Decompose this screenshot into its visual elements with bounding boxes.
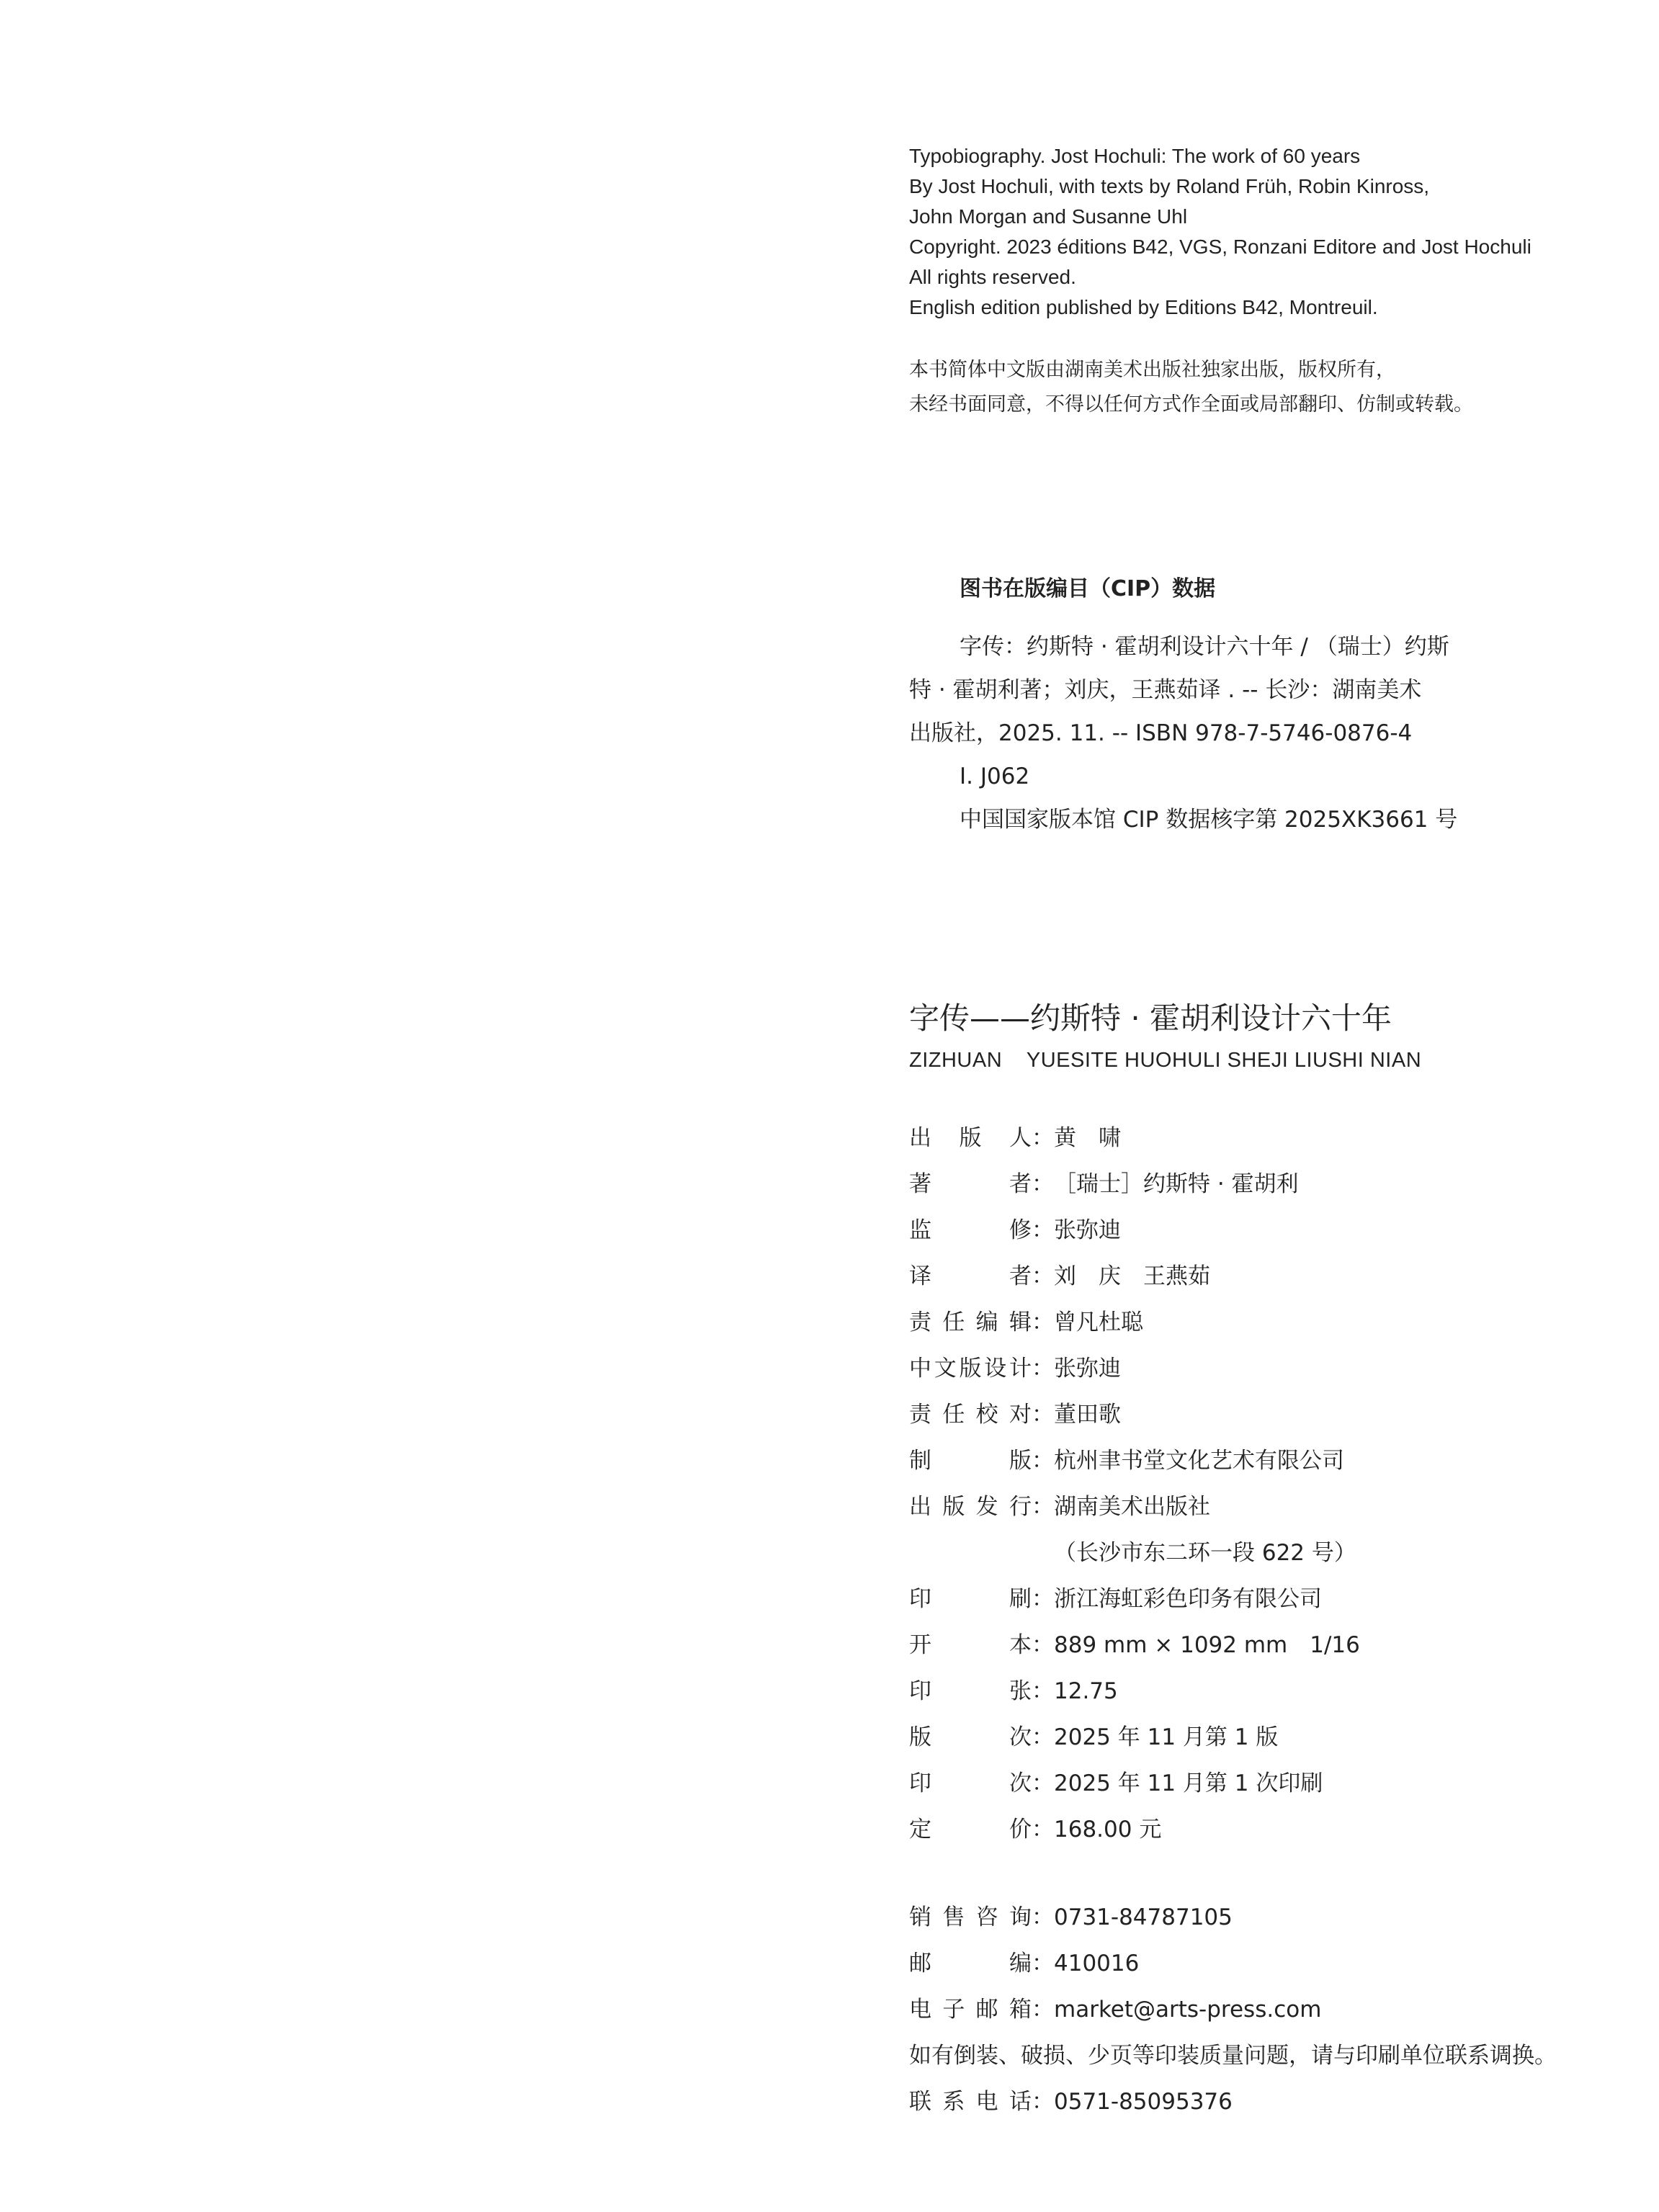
label-char: 行 (1009, 1494, 1032, 1520)
credit-value: 湖南美术出版社 (1054, 1494, 1210, 1520)
rights-line: By Jost Hochuli, with texts by Roland Früh, Robin Kinross, (909, 175, 1430, 197)
label-colon: ： (1032, 1997, 1054, 2023)
book-title-block (909, 997, 1629, 1078)
label-colon: ： (1032, 1678, 1054, 1704)
contact-row-sales (909, 1894, 1644, 1940)
credit-row (909, 1484, 1629, 1530)
credit-row (909, 1576, 1629, 1622)
contact-email: market@arts-press.com (1054, 1997, 1322, 2023)
label-char: 邮 (909, 1951, 931, 1976)
label-char: 版 (909, 1724, 931, 1750)
label-colon: ： (1032, 1356, 1054, 1382)
book-title: 字传——约斯特 · 霍胡利设计六十年 (909, 1000, 1392, 1036)
label-colon: ： (1032, 1402, 1054, 1428)
credit-label (909, 1115, 1032, 1161)
credit-row (909, 1714, 1629, 1760)
label-colon: ： (1032, 1217, 1054, 1243)
rights-line: English edition published by Editions B42, Montreuil. (909, 296, 1378, 318)
label-char: 联 (909, 2089, 931, 2115)
label-char: 话 (1009, 2089, 1032, 2115)
label-char: 发 (975, 1494, 998, 1520)
label-char: 辑 (1009, 1309, 1032, 1335)
credit-row (909, 1207, 1629, 1253)
label-char: 责 (909, 1402, 931, 1428)
credit-row (909, 1392, 1629, 1438)
credit-value: 杭州聿书堂文化艺术有限公司 (1054, 1448, 1344, 1474)
cip-line: 特 · 霍胡利著；刘庆，王燕茹译 . -- 长沙：湖南美术 (909, 677, 1422, 703)
label-char: 中 (909, 1356, 931, 1382)
credit-row (909, 1622, 1629, 1668)
label-char: 销 (909, 1904, 931, 1930)
rights-english (909, 141, 1629, 323)
label-char: 本 (1009, 1632, 1032, 1658)
credit-label (909, 1207, 1032, 1253)
label-char: 售 (942, 1904, 965, 1930)
contact-row-postcode (909, 1940, 1644, 1987)
label-char: 版 (959, 1125, 982, 1151)
label-char: 任 (942, 1309, 965, 1335)
credit-label (909, 1392, 1032, 1438)
credit-label (909, 1299, 1032, 1345)
label-colon: ： (1032, 1263, 1054, 1289)
credit-row (909, 1530, 1629, 1576)
label-char: 咨 (975, 1904, 998, 1930)
label-colon: ： (1032, 1951, 1054, 1976)
label-colon: ： (1032, 1448, 1054, 1474)
label-char: 任 (942, 1402, 965, 1428)
credit-label (909, 1760, 1032, 1806)
label-char: 人 (1009, 1125, 1032, 1151)
label-char: 对 (1009, 1402, 1032, 1428)
rights-line: John Morgan and Susanne Uhl (909, 205, 1188, 228)
label-colon: ： (1032, 1494, 1054, 1520)
label-char: 译 (909, 1263, 931, 1289)
label-char: 编 (975, 1309, 998, 1335)
credit-value: 张弥迪 (1054, 1356, 1121, 1382)
label-char: 者 (1009, 1263, 1032, 1289)
credit-value: 12.75 (1054, 1678, 1118, 1704)
credit-row (909, 1253, 1629, 1299)
label-colon: ： (1032, 1309, 1054, 1335)
label-char: 编 (1009, 1951, 1032, 1976)
contact-row-email (909, 1987, 1644, 2033)
credit-label (909, 1668, 1032, 1714)
credit-row (909, 1345, 1629, 1392)
credits-list (909, 1115, 1629, 1853)
label-char: 箱 (1009, 1997, 1032, 2023)
label-colon: ： (1032, 1125, 1054, 1151)
label-char: 出 (909, 1494, 931, 1520)
credit-row (909, 1806, 1629, 1853)
label-char: 版 (1009, 1448, 1032, 1474)
contact-block (909, 1894, 1644, 2125)
credit-row (909, 1760, 1629, 1806)
credit-value: 黄 啸 (1054, 1125, 1121, 1151)
label-char: 计 (1009, 1356, 1032, 1382)
rights-line: Typobiography. Jost Hochuli: The work of 60 years (909, 145, 1361, 167)
contact-value: 0571-85095376 (1054, 2089, 1233, 2115)
label-char: 出 (909, 1125, 931, 1151)
label-colon: ： (1032, 1770, 1054, 1796)
label-char: 价 (1009, 1817, 1032, 1842)
label-char: 电 (909, 1997, 931, 2023)
credit-value: （长沙市东二环一段 622 号） (1054, 1540, 1356, 1566)
label-char: 子 (942, 1997, 965, 2023)
credit-label (909, 1438, 1032, 1484)
cip-heading: 图书在版编目（CIP）数据 (960, 576, 1216, 601)
credit-label (909, 1345, 1032, 1392)
contact-value: 0731-84787105 (1054, 1904, 1233, 1930)
label-char: 制 (909, 1448, 931, 1474)
contact-value: 410016 (1054, 1951, 1140, 1976)
label-colon: ： (1032, 1171, 1054, 1197)
label-colon: ： (1032, 1632, 1054, 1658)
credit-value: 张弥迪 (1054, 1217, 1121, 1243)
credit-row (909, 1115, 1629, 1161)
credit-row (909, 1668, 1629, 1714)
label-char: 系 (942, 2089, 965, 2115)
cip-line: 出版社，2025. 11. -- ISBN 978-7-5746-0876-4 (909, 720, 1413, 746)
label-char: 印 (909, 1770, 931, 1796)
label-char: 监 (909, 1217, 931, 1243)
credit-label (909, 1161, 1032, 1207)
label-char: 文 (934, 1356, 957, 1382)
rights-zh-line: 未经书面同意，不得以任何方式作全面或局部翻印、仿制或转载。 (909, 393, 1473, 416)
label-char: 印 (909, 1678, 931, 1704)
credit-value: 889 mm × 1092 mm 1/16 (1054, 1632, 1360, 1658)
label-char: 次 (1009, 1724, 1032, 1750)
credit-value: ［瑞士］约斯特 · 霍胡利 (1054, 1171, 1299, 1197)
credit-value: 浙江海虹彩色印务有限公司 (1054, 1586, 1322, 1612)
rights-line: Copyright. 2023 éditions B42, VGS, Ronzani Editore and Jost Hochuli (909, 236, 1531, 258)
cip-line: 字传：约斯特 · 霍胡利设计六十年 / （瑞士）约斯 (960, 634, 1449, 660)
contact-label (909, 1940, 1032, 1987)
credit-label (909, 1576, 1032, 1622)
credit-label (909, 1622, 1032, 1668)
label-char: 责 (909, 1309, 931, 1335)
label-colon: ： (1032, 2089, 1054, 2115)
label-colon: ： (1032, 1586, 1054, 1612)
cip-line: I. J062 (960, 764, 1030, 789)
credit-row (909, 1438, 1629, 1484)
label-char: 询 (1009, 1904, 1032, 1930)
label-char: 版 (959, 1356, 982, 1382)
credit-value: 168.00 元 (1054, 1817, 1162, 1842)
cip-line: 中国国家版本馆 CIP 数据核字第 2025XK3661 号 (960, 807, 1458, 833)
credit-value: 2025 年 11 月第 1 版 (1054, 1724, 1279, 1750)
rights-chinese (909, 353, 1629, 422)
credit-label (909, 1484, 1032, 1530)
credit-label (909, 1253, 1032, 1299)
credit-row (909, 1299, 1629, 1345)
label-char: 印 (909, 1586, 931, 1612)
credit-value: 2025 年 11 月第 1 次印刷 (1054, 1770, 1323, 1796)
label-char: 开 (909, 1632, 931, 1658)
label-colon (1032, 1530, 1054, 1576)
quality-notice: 如有倒装、破损、少页等印装质量问题，请与印刷单位联系调换。 (909, 2043, 1557, 2069)
label-char: 者 (1009, 1171, 1032, 1197)
label-char: 电 (975, 2089, 998, 2115)
label-char: 次 (1009, 1770, 1032, 1796)
credit-label (909, 1714, 1032, 1760)
contact-label (909, 1987, 1032, 2033)
contact-row-phone (909, 2079, 1644, 2125)
label-char: 邮 (975, 1997, 998, 2023)
credit-value: 曾凡杜聪 (1054, 1309, 1143, 1335)
credit-row (909, 1161, 1629, 1207)
rights-zh-line: 本书简体中文版由湖南美术出版社独家出版，版权所有， (909, 359, 1395, 381)
label-char: 刷 (1009, 1586, 1032, 1612)
credit-value: 董田歌 (1054, 1402, 1121, 1428)
label-char: 设 (984, 1356, 1007, 1382)
rights-line: All rights reserved. (909, 266, 1076, 288)
contact-label (909, 1894, 1032, 1940)
label-char: 定 (909, 1817, 931, 1842)
label-colon: ： (1032, 1817, 1054, 1842)
book-title-pinyin: ZIZHUAN YUESITE HUOHULI SHEJI LIUSHI NIAN (909, 1049, 1422, 1072)
label-colon: ： (1032, 1904, 1054, 1930)
label-colon: ： (1032, 1724, 1054, 1750)
contact-label (909, 2079, 1032, 2125)
credit-label (909, 1806, 1032, 1853)
label-char: 张 (1009, 1678, 1032, 1704)
credit-value: 刘 庆 王燕茹 (1054, 1263, 1210, 1289)
label-char: 校 (975, 1402, 998, 1428)
label-char: 著 (909, 1171, 931, 1197)
label-char: 版 (942, 1494, 965, 1520)
cip-block (909, 575, 1500, 841)
label-char: 修 (1009, 1217, 1032, 1243)
